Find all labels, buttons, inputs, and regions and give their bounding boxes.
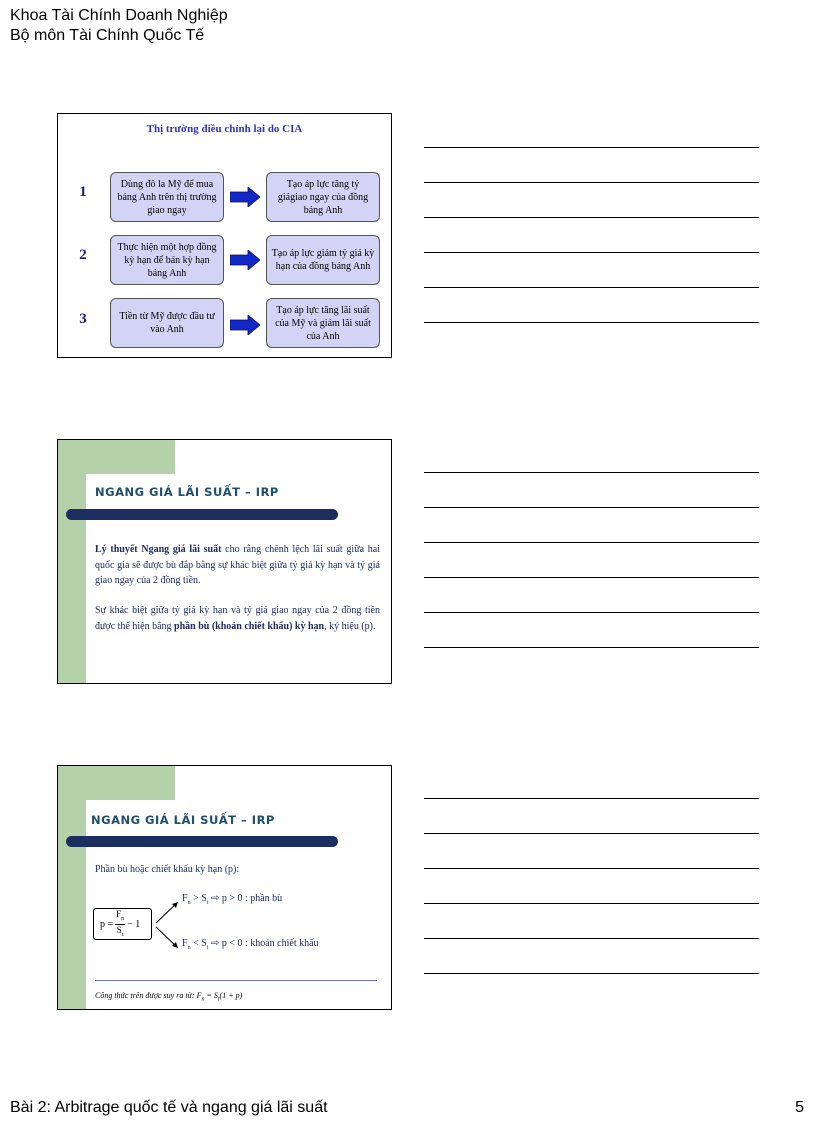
- heading-underline: [66, 509, 338, 520]
- notes-lines: [424, 798, 759, 1008]
- paragraph-theory: Lý thuyết Ngang giá lãi suất cho rằng chênh lệch lãi suất giữa hai quốc gia sẽ được bù đắp bằng sự khác biệt giữa tỷ giá kỳ hạn và tỷ giá giao ngay của 2 đồng tiền.: [95, 544, 380, 586]
- notes-lines: [424, 147, 759, 357]
- condition-premium: $F_n > S_t$ ⇨ p > 0 : phần bù: [182, 893, 283, 906]
- heading-underline: [66, 836, 338, 847]
- action-box: Thực hiện một hợp đồng kỳ hạn để bán kỳ hạn bảng Anh: [110, 235, 224, 285]
- premium-formula: p = $\frac{F_n}{S_t}$ − 1: [93, 908, 152, 940]
- slide-irp-formula: [57, 765, 392, 1010]
- page-header: [10, 6, 228, 46]
- right-arrow-icon: [230, 187, 260, 207]
- slide-heading: NGANG GIÁ LÃI SUẤT – IRP: [91, 813, 275, 827]
- slide-sidebar: [58, 440, 86, 683]
- footer-lesson-title: Bài 2: Arbitrage quốc tế và ngang giá lãi suất: [10, 1099, 328, 1116]
- paragraph-premium: Sự khác biệt giữa tỷ giá kỳ hạn và tỷ giá giao ngay của 2 đồng tiền được thể hiện bằng phần bù (khoản chiết khấu) kỳ hạn, ký hiệu (p).: [95, 605, 380, 632]
- effect-box: Tạo áp lực giảm tỷ giá kỳ hạn của đồng bảng Anh: [266, 235, 380, 285]
- branch-arrows-icon: [154, 896, 182, 954]
- fraction: $\frac{F_n}{S_t}$: [116, 908, 125, 938]
- right-arrow-icon: [230, 250, 260, 270]
- header-department: Bộ môn Tài Chính Quốc Tế: [10, 27, 205, 44]
- notes-lines: [424, 472, 759, 682]
- row-number: 3: [79, 311, 87, 327]
- slide-cia-adjustment: [57, 113, 392, 358]
- slide-heading: NGANG GIÁ LÃI SUẤT – IRP: [95, 485, 279, 499]
- slide-irp-definition: [57, 439, 392, 684]
- effect-box: Tạo áp lực tăng tỷ giágiao ngay của đồng bảng Anh: [266, 172, 380, 222]
- row-number: 1: [79, 184, 87, 200]
- row-number: 2: [79, 247, 87, 263]
- condition-discount: $F_n < S_t$ ⇨ p < 0 : khoản chiết khấu: [182, 938, 319, 951]
- divider: [95, 980, 377, 981]
- page-number: 5: [795, 1099, 804, 1116]
- right-arrow-icon: [230, 315, 260, 335]
- slide-title: Thị trường điều chỉnh lại do CIA: [146, 123, 303, 135]
- action-box: Tiền từ Mỹ được đầu tư vào Anh: [110, 298, 224, 348]
- header-faculty: Khoa Tài Chính Doanh Nghiệp: [10, 7, 228, 24]
- slide-sidebar: [58, 766, 86, 1009]
- formula-lead: Phần bù hoặc chiết khấu kỳ hạn (p):: [95, 864, 240, 875]
- effect-box: Tạo áp lực tăng lãi suất của Mỹ và giảm lãi suất của Anh: [266, 298, 380, 348]
- formula-footnote: Công thức trên được suy ra từ: $F_n = S_t(1 + p)$: [95, 991, 243, 1003]
- action-box: Dùng đô la Mỹ để mua bảng Anh trên thị trường giao ngay: [110, 172, 224, 222]
